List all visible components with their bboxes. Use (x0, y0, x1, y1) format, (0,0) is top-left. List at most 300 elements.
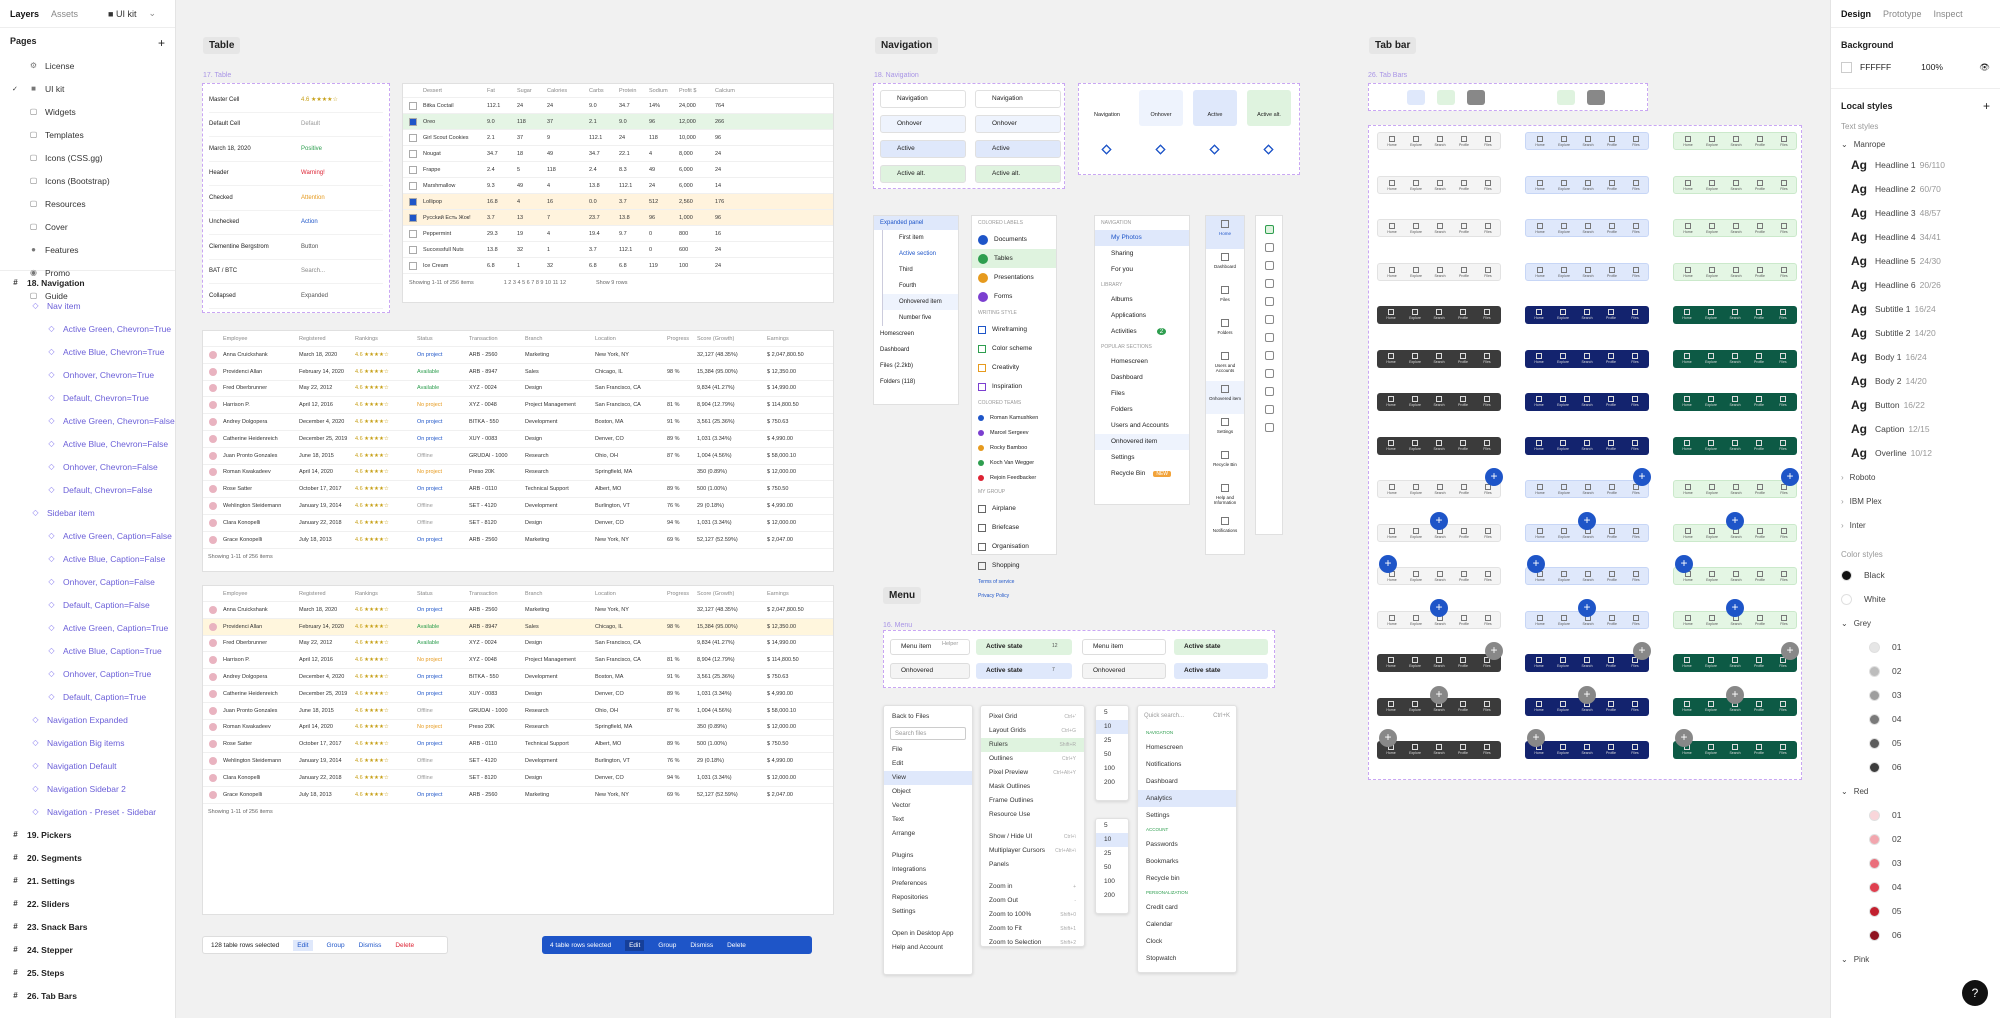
tab-bar-item[interactable] (1626, 222, 1646, 234)
add-icon[interactable]: + (1578, 512, 1596, 530)
tab-bar[interactable] (1377, 393, 1501, 411)
menu-item[interactable]: Help and Account (892, 944, 943, 951)
tab-bar[interactable] (1673, 437, 1797, 455)
expanded-panel-header[interactable]: Expanded panel (874, 216, 958, 230)
tab-design[interactable]: Design (1841, 8, 1872, 19)
tab-bar-item[interactable] (1577, 308, 1597, 320)
tab-bar-item[interactable] (1625, 352, 1645, 364)
add-icon[interactable]: + (1527, 729, 1545, 747)
tab-bar-item[interactable] (1702, 222, 1722, 234)
text-style-item[interactable] (1831, 417, 2000, 441)
font-group[interactable] (1831, 513, 2000, 537)
table-row[interactable] (203, 602, 833, 619)
tab-bar-item[interactable] (1382, 266, 1402, 278)
tab-bar-item[interactable] (1626, 570, 1646, 582)
nav-link[interactable] (1095, 354, 1189, 370)
layer-item[interactable] (0, 363, 175, 386)
tab-bar-item[interactable] (1530, 266, 1550, 278)
tab-bar-item[interactable] (1381, 352, 1401, 364)
app-menu-item[interactable]: Analytics (1138, 790, 1236, 807)
tab-bar-item[interactable] (1430, 483, 1450, 495)
menu-item-active[interactable]: Active state (976, 663, 1072, 679)
tab-bar-item[interactable] (1454, 266, 1474, 278)
tab-bar-item[interactable] (1530, 527, 1550, 539)
tab-bar-item[interactable] (1381, 308, 1401, 320)
app-menu-item[interactable]: Clock (1146, 938, 1163, 945)
add-icon[interactable]: + (1578, 599, 1596, 617)
tab-bar-item[interactable] (1405, 743, 1425, 755)
menu-item-active[interactable]: Active state (976, 639, 1072, 655)
text-style-item[interactable] (1831, 249, 2000, 273)
row-checkbox[interactable] (409, 134, 417, 142)
nav-link[interactable] (1095, 292, 1189, 308)
tab-bar-item[interactable] (1774, 135, 1794, 147)
tab-bar-item[interactable] (1701, 656, 1721, 668)
tab-bar-item[interactable] (1701, 395, 1721, 407)
view-menu-item[interactable] (981, 908, 1084, 922)
tab-assets[interactable]: Assets (51, 8, 79, 19)
tab-bar-item[interactable] (1578, 179, 1598, 191)
tab-bar-item[interactable] (1381, 656, 1401, 668)
nav-link[interactable]: For you (1111, 266, 1134, 273)
tab-bar-item[interactable] (1405, 656, 1425, 668)
sidebar-item[interactable] (1206, 480, 1244, 513)
big-nav-item[interactable] (972, 358, 1056, 377)
nav-link[interactable] (1095, 308, 1189, 324)
number-option[interactable]: 50 (1104, 751, 1112, 758)
tab-bar-item[interactable] (1429, 439, 1449, 451)
tab-bar-item[interactable] (1382, 179, 1402, 191)
sidebar-item[interactable] (1206, 348, 1244, 381)
app-menu-item[interactable]: Notifications (1146, 761, 1182, 768)
layer-item[interactable] (0, 708, 175, 731)
color-group[interactable] (1831, 611, 2000, 635)
table-row[interactable] (403, 194, 833, 210)
tab-bar[interactable] (1377, 480, 1501, 498)
big-nav-item[interactable] (972, 249, 1056, 268)
sidebar-icon[interactable] (1265, 387, 1274, 396)
tab-bar-item[interactable] (1774, 222, 1794, 234)
menu-item[interactable]: Text (892, 816, 904, 823)
tab-bar-item[interactable] (1405, 700, 1425, 712)
tab-bar[interactable] (1525, 350, 1649, 368)
nav-link[interactable] (1095, 324, 1189, 340)
layer-item[interactable] (0, 593, 175, 616)
big-nav-item[interactable] (972, 268, 1056, 287)
app-menu-item[interactable]: Passwords (1146, 841, 1178, 848)
team-member-item[interactable] (972, 425, 1056, 440)
tab-bar-item[interactable] (1626, 266, 1646, 278)
sidebar-icon[interactable] (1265, 351, 1274, 360)
text-style-item[interactable] (1831, 177, 2000, 201)
row-checkbox[interactable] (409, 182, 417, 190)
tab-bar-item[interactable] (1453, 743, 1473, 755)
tab-bar-item[interactable] (1553, 700, 1573, 712)
menu-item-active[interactable]: Active state (1174, 639, 1268, 655)
sidebar-item[interactable] (1206, 282, 1244, 315)
page-item[interactable] (0, 100, 175, 123)
tab-bar-item[interactable] (1677, 308, 1697, 320)
table-row[interactable] (203, 720, 833, 737)
column-header[interactable]: Carbs (589, 87, 604, 94)
text-style-item[interactable] (1831, 393, 2000, 417)
tab-bar-item[interactable] (1578, 570, 1598, 582)
sidebar-icon[interactable] (1265, 423, 1274, 432)
number-option[interactable]: 25 (1104, 850, 1112, 857)
tab-bar-item[interactable] (1625, 395, 1645, 407)
view-menu-item[interactable] (981, 830, 1084, 844)
back-to-files[interactable]: Back to Files (892, 713, 930, 720)
tab-bar-item[interactable] (1602, 527, 1622, 539)
tab-bar-item[interactable] (1725, 395, 1745, 407)
tab-bar[interactable] (1377, 654, 1501, 672)
tab-bar-item[interactable] (1577, 439, 1597, 451)
tab-bar-item[interactable] (1406, 614, 1426, 626)
tab-bar-item[interactable] (1429, 743, 1449, 755)
tab-bar[interactable] (1673, 219, 1797, 237)
layer-item[interactable] (0, 501, 175, 524)
tab-bar-item[interactable] (1429, 352, 1449, 364)
tab-bar-item[interactable] (1553, 308, 1573, 320)
tab-bar-item[interactable] (1750, 527, 1770, 539)
toast-group-button[interactable]: Group (326, 941, 345, 949)
text-style-item[interactable] (1831, 321, 2000, 345)
layer-item[interactable] (0, 892, 175, 915)
column-header[interactable]: Progress (667, 590, 690, 597)
tab-bar-item[interactable] (1726, 222, 1746, 234)
sidebar-icon[interactable] (1265, 405, 1274, 414)
tab-bar-item[interactable] (1626, 527, 1646, 539)
tab-bar-item[interactable] (1554, 527, 1574, 539)
tab-icon[interactable] (1437, 90, 1455, 105)
page-item[interactable] (0, 77, 175, 100)
tab-bar-item[interactable] (1453, 656, 1473, 668)
layer-item[interactable] (0, 432, 175, 455)
column-header[interactable]: Employee (223, 590, 248, 597)
tab-bar-item[interactable] (1405, 395, 1425, 407)
tab-bar-item[interactable] (1701, 352, 1721, 364)
layer-item[interactable] (0, 340, 175, 363)
tab-bar-item[interactable] (1678, 614, 1698, 626)
text-style-item[interactable] (1831, 297, 2000, 321)
tab-bar-item[interactable] (1454, 527, 1474, 539)
tab-bar[interactable] (1377, 567, 1501, 585)
tab-bar-item[interactable] (1382, 483, 1402, 495)
column-header[interactable]: Location (595, 335, 616, 342)
layer-item[interactable] (0, 616, 175, 639)
tab-prototype[interactable]: Prototype (1883, 8, 1922, 19)
layer-item[interactable] (0, 455, 175, 478)
text-style-item[interactable] (1831, 345, 2000, 369)
tab-bar-item[interactable] (1453, 700, 1473, 712)
add-icon[interactable]: + (1379, 729, 1397, 747)
page-item[interactable] (0, 192, 175, 215)
app-menu-item[interactable]: Dashboard (1146, 778, 1178, 785)
layer-item[interactable] (0, 869, 175, 892)
layer-item[interactable] (0, 915, 175, 938)
add-icon[interactable]: + (1633, 468, 1651, 486)
chevron-down-icon[interactable]: ⌄ (148, 8, 157, 18)
column-header[interactable]: Score (Growth) (697, 590, 735, 597)
tab-bar[interactable] (1673, 741, 1797, 759)
font-group[interactable] (1831, 489, 2000, 513)
layer-item[interactable] (0, 961, 175, 984)
tab-bar[interactable] (1525, 480, 1649, 498)
table-row[interactable] (403, 162, 833, 178)
tab-bar-item[interactable] (1430, 222, 1450, 234)
tab-bar-item[interactable] (1601, 439, 1621, 451)
number-option[interactable]: 5 (1104, 709, 1108, 716)
tab-bar-item[interactable] (1454, 135, 1474, 147)
menu-item[interactable]: File (892, 746, 903, 753)
number-option[interactable]: 200 (1104, 892, 1115, 899)
tab-bar-item[interactable] (1750, 222, 1770, 234)
table-row[interactable] (203, 532, 833, 549)
tab-bar-item[interactable] (1554, 614, 1574, 626)
table-row[interactable] (203, 364, 833, 381)
page-item[interactable] (0, 123, 175, 146)
tab-bar-item[interactable] (1678, 135, 1698, 147)
column-header[interactable]: Registered (299, 590, 326, 597)
tab-bar-item[interactable] (1478, 614, 1498, 626)
tab-bar-item[interactable] (1725, 439, 1745, 451)
column-header[interactable]: Earnings (767, 590, 789, 597)
sidebar-icon[interactable] (1265, 225, 1274, 234)
view-menu-item[interactable] (981, 880, 1084, 894)
tab-bar-item[interactable] (1750, 179, 1770, 191)
color-group[interactable] (1831, 947, 2000, 971)
tab-bar-item[interactable] (1602, 483, 1622, 495)
row-checkbox[interactable] (409, 150, 417, 158)
tab-bar-item[interactable] (1477, 743, 1497, 755)
nav-item[interactable] (880, 140, 966, 158)
tab-bar[interactable] (1525, 219, 1649, 237)
view-menu-item[interactable] (981, 922, 1084, 936)
tab-bar-item[interactable] (1725, 743, 1745, 755)
layer-item[interactable] (0, 984, 175, 1007)
number-option[interactable]: 5 (1104, 822, 1108, 829)
view-menu-item[interactable] (981, 858, 1084, 872)
nav-link[interactable] (1095, 386, 1189, 402)
column-header[interactable]: Transaction (469, 590, 498, 597)
add-icon[interactable]: + (1675, 555, 1693, 573)
nav-item[interactable] (880, 165, 966, 183)
tab-bar-item[interactable] (1381, 439, 1401, 451)
app-menu-item[interactable]: Credit card (1146, 904, 1178, 911)
color-style-item[interactable] (1831, 899, 2000, 923)
table-row[interactable] (203, 397, 833, 414)
tab-icon[interactable] (1527, 90, 1545, 105)
tab-bar-item[interactable] (1554, 570, 1574, 582)
tab-bar-item[interactable] (1405, 352, 1425, 364)
tab-bar-item[interactable] (1529, 395, 1549, 407)
tab-bar-item[interactable] (1702, 135, 1722, 147)
tab-bar[interactable] (1525, 437, 1649, 455)
view-menu-item[interactable] (981, 936, 1084, 950)
tab-bar[interactable] (1377, 176, 1501, 194)
add-icon[interactable]: + (1633, 642, 1651, 660)
page-item[interactable] (0, 146, 175, 169)
layer-item[interactable] (0, 524, 175, 547)
table-row[interactable] (203, 498, 833, 515)
nav-item[interactable] (880, 90, 966, 108)
table-row[interactable] (403, 210, 833, 226)
table-row[interactable] (203, 636, 833, 653)
layer-item[interactable] (0, 386, 175, 409)
expanded-panel-group[interactable]: Files (2.2kb) (880, 363, 914, 369)
nav-item[interactable] (880, 115, 966, 133)
tab-bar-item[interactable] (1577, 743, 1597, 755)
add-icon[interactable]: + (1675, 729, 1693, 747)
table-row[interactable] (203, 703, 833, 720)
table-row[interactable] (203, 414, 833, 431)
tab-bar-item[interactable] (1406, 222, 1426, 234)
tab-bar[interactable] (1525, 306, 1649, 324)
add-icon[interactable]: + (1781, 642, 1799, 660)
column-header[interactable]: Registered (299, 335, 326, 342)
tab-bar-item[interactable] (1750, 266, 1770, 278)
nav-link[interactable] (1095, 418, 1189, 434)
tab-bar-item[interactable] (1774, 527, 1794, 539)
page-select[interactable]: ■ UI kit (108, 8, 137, 19)
background-hex[interactable]: FFFFFF (1860, 62, 1892, 72)
table-row[interactable] (203, 619, 833, 636)
tab-bar-item[interactable] (1553, 352, 1573, 364)
big-nav-item[interactable] (972, 339, 1056, 358)
page-item[interactable] (0, 54, 175, 77)
tab-bar[interactable] (1673, 567, 1797, 585)
tab-bar-item[interactable] (1725, 656, 1745, 668)
tab-bar-item[interactable] (1554, 179, 1574, 191)
quick-search-input[interactable] (1144, 710, 1230, 723)
layer-item[interactable] (0, 547, 175, 570)
color-style-item[interactable] (1831, 923, 2000, 947)
tab-bar-item[interactable] (1529, 656, 1549, 668)
big-nav-item[interactable] (972, 287, 1056, 306)
tab-bar-item[interactable] (1625, 308, 1645, 320)
tab-bar-item[interactable] (1601, 656, 1621, 668)
column-header[interactable]: Sugar (517, 87, 532, 94)
view-menu-item[interactable] (981, 780, 1084, 794)
number-option[interactable]: 50 (1104, 864, 1112, 871)
tab-bar-item[interactable] (1602, 222, 1622, 234)
nav-link[interactable]: My Photos (1095, 230, 1189, 246)
menu-item[interactable]: Settings (892, 908, 916, 915)
number-option[interactable]: 10 (1096, 720, 1128, 734)
column-header[interactable]: Branch (525, 335, 543, 342)
nav-icon-item[interactable] (1085, 90, 1129, 126)
table-row[interactable] (203, 787, 833, 804)
nav-link[interactable] (1095, 450, 1189, 466)
tab-bar-item[interactable] (1454, 614, 1474, 626)
sidebar-icon[interactable] (1265, 279, 1274, 288)
tab-bar-item[interactable] (1453, 308, 1473, 320)
tab-bar-item[interactable] (1530, 222, 1550, 234)
table-row[interactable] (403, 114, 833, 130)
toast-delete-button[interactable]: Delete (727, 941, 746, 949)
rows-per-page[interactable]: Show 9 rows (596, 280, 628, 286)
toast-dismiss-button[interactable]: Dismiss (690, 941, 714, 949)
tab-bar-item[interactable] (1405, 439, 1425, 451)
tab-bar-item[interactable] (1477, 439, 1497, 451)
tab-bar-item[interactable] (1749, 743, 1769, 755)
add-icon[interactable]: + (1726, 599, 1744, 617)
font-group-manrope[interactable] (1831, 135, 2000, 153)
table-row[interactable] (203, 465, 833, 482)
toast-group-button[interactable]: Group (658, 941, 677, 949)
add-icon[interactable]: + (1485, 642, 1503, 660)
team-member-item[interactable] (972, 470, 1056, 485)
expanded-panel-group[interactable]: Folders (118) (880, 379, 916, 385)
tab-bar-item[interactable] (1750, 570, 1770, 582)
big-nav-item[interactable] (972, 230, 1056, 249)
team-member-item[interactable] (972, 455, 1056, 470)
tab-bar-item[interactable] (1529, 308, 1549, 320)
tab-bar-item[interactable] (1406, 135, 1426, 147)
layer-item[interactable] (0, 823, 175, 846)
tab-bar-item[interactable] (1478, 135, 1498, 147)
add-icon[interactable]: + (1578, 686, 1596, 704)
nav-item[interactable] (975, 90, 1061, 108)
tab-bar-item[interactable] (1773, 395, 1793, 407)
tab-bar-item[interactable] (1750, 483, 1770, 495)
menu-item-hover[interactable]: Onhovered (1082, 663, 1166, 679)
tab-bar-item[interactable] (1774, 570, 1794, 582)
add-icon[interactable]: + (1527, 555, 1545, 573)
tab-bar-item[interactable] (1749, 700, 1769, 712)
tab-bar[interactable] (1673, 132, 1797, 150)
expanded-panel-item[interactable]: Third (882, 262, 958, 278)
nav-link[interactable]: Sharing (1111, 250, 1134, 257)
expanded-panel-group[interactable]: Dashboard (880, 347, 910, 353)
tab-bar-item[interactable] (1773, 439, 1793, 451)
tab-bar-item[interactable] (1701, 439, 1721, 451)
app-menu-item[interactable]: Settings (1146, 812, 1170, 819)
tab-bar-item[interactable] (1749, 656, 1769, 668)
table-row[interactable] (203, 431, 833, 448)
tab-bar-item[interactable] (1430, 570, 1450, 582)
big-nav-item[interactable] (972, 556, 1056, 575)
column-header[interactable]: Employee (223, 335, 248, 342)
color-style-item[interactable] (1831, 683, 2000, 707)
tab-bar-item[interactable] (1429, 395, 1449, 407)
tab-bar-item[interactable] (1677, 352, 1697, 364)
tab-bar[interactable] (1673, 393, 1797, 411)
tab-bar[interactable] (1525, 132, 1649, 150)
footer-link[interactable]: Terms of service (978, 579, 1015, 585)
tab-bar-item[interactable] (1382, 527, 1402, 539)
add-icon[interactable]: + (1430, 686, 1448, 704)
view-menu-item[interactable] (981, 724, 1084, 738)
page-item[interactable] (0, 169, 175, 192)
layer-item[interactable] (0, 777, 175, 800)
number-option[interactable]: 200 (1104, 779, 1115, 786)
tab-bar-item[interactable] (1749, 439, 1769, 451)
tab-bar-item[interactable] (1726, 135, 1746, 147)
menu-item-active[interactable]: Active state (1174, 663, 1268, 679)
column-header[interactable]: Transaction (469, 335, 498, 342)
column-header[interactable]: Calcium (715, 87, 735, 94)
number-option[interactable]: 100 (1104, 878, 1115, 885)
tab-bar-item[interactable] (1477, 700, 1497, 712)
column-header[interactable]: Score (Growth) (697, 335, 735, 342)
view-menu-item[interactable] (981, 710, 1084, 724)
font-group[interactable] (1831, 465, 2000, 489)
toast-edit-button[interactable]: Edit (625, 940, 644, 951)
menu-item[interactable]: Open in Desktop App (892, 930, 954, 937)
table-row[interactable] (203, 736, 833, 753)
tab-bar-item[interactable] (1453, 439, 1473, 451)
